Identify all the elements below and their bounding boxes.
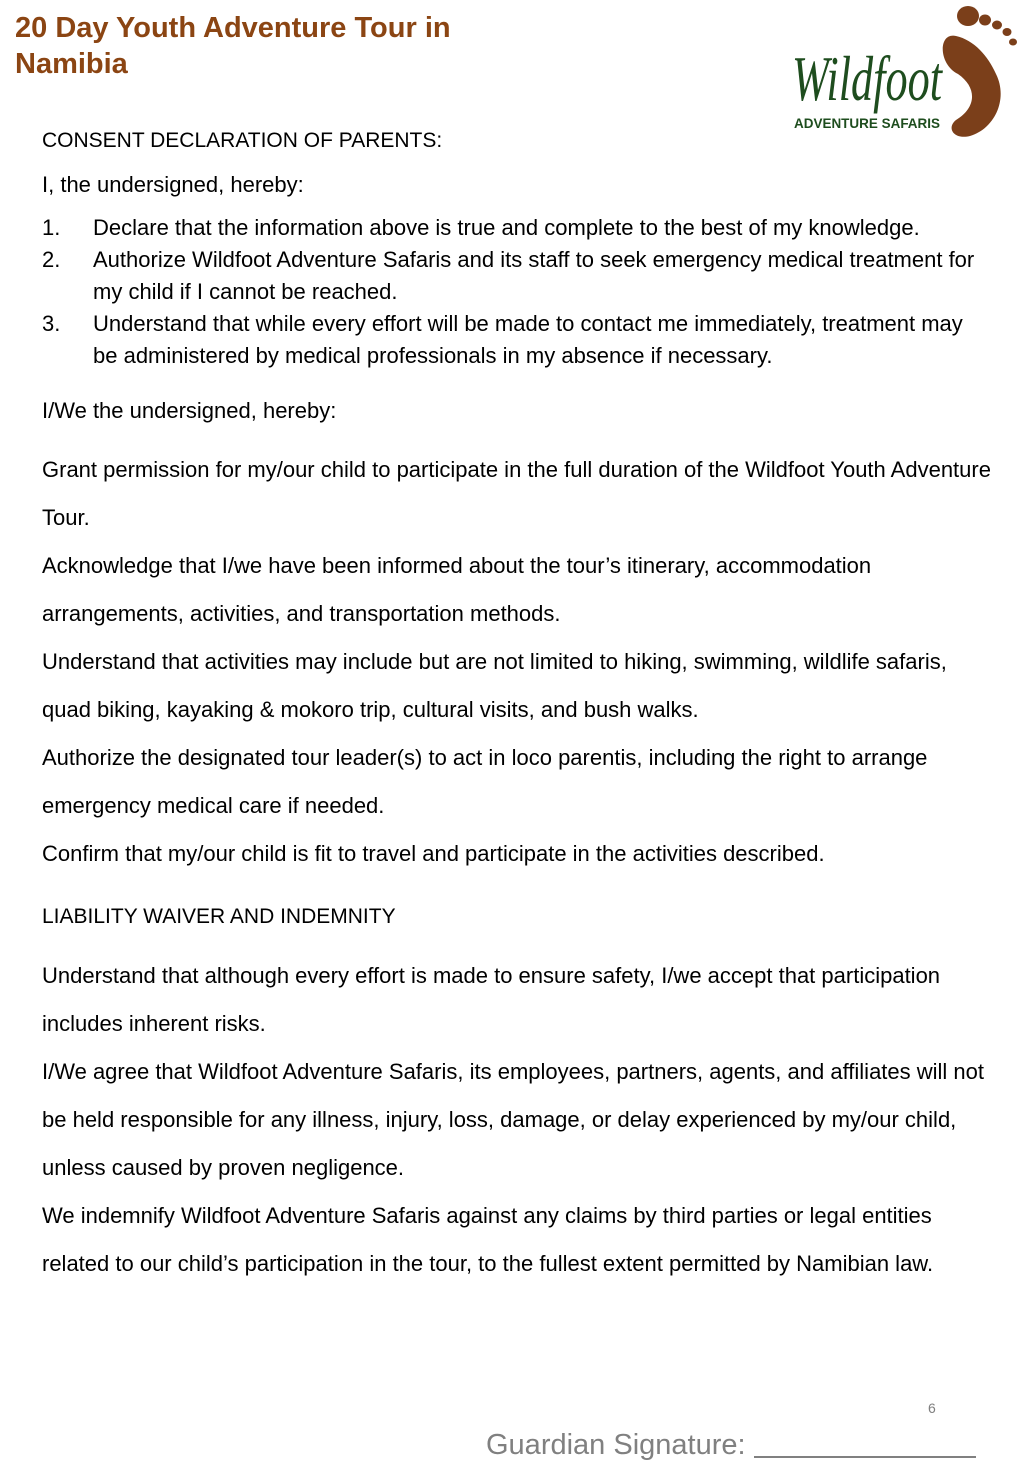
- consent-intro-2: I/We the undersigned, hereby:: [42, 398, 337, 423]
- document-body: [42, 126, 992, 1288]
- declaration-list: [42, 212, 992, 372]
- declaration-item: [42, 212, 992, 244]
- logo-wordmark: Wildfoot: [792, 43, 944, 114]
- declaration-text: Declare that the information above is true and complete to the best of my knowledge.: [93, 215, 920, 240]
- permission-item: Grant permission for my/our child to participate in the full duration of the Wildfoot Youth Adventure Tour.: [42, 457, 991, 530]
- permission-item: Understand that activities may include but are not limited to hiking, swimming, wildlife safaris, quad biking, kayaking & mokoro trip, cultural visits, and bush walks.: [42, 649, 947, 722]
- liability-paragraph: I/We agree that Wildfoot Adventure Safaris, its employees, partners, agents, and affiliates will not be held responsible for any illness, injury, loss, damage, or delay experienced by my/our child, unless caused by proven negligence.: [42, 1059, 985, 1180]
- consent-heading: CONSENT DECLARATION OF PARENTS:: [42, 129, 443, 152]
- declaration-item: [42, 244, 992, 308]
- document-title: 20 Day Youth Adventure Tour in Namibia: [15, 12, 451, 80]
- permission-item: Authorize the designated tour leader(s) to act in loco parentis, including the right to arrange emergency medical care if needed.: [42, 745, 928, 818]
- signature-line[interactable]: [754, 1426, 976, 1458]
- footprint-icon: [943, 6, 1017, 137]
- liability-paragraphs: [42, 952, 992, 1288]
- consent-intro: I, the undersigned, hereby:: [42, 172, 304, 197]
- signature-label: Guardian Signature:: [486, 1429, 746, 1461]
- declaration-text: Understand that while every effort will be made to contact me immediately, treatment may be administered by medical professionals in my absence if necessary.: [93, 311, 963, 368]
- guardian-signature: [486, 1426, 976, 1462]
- liability-heading: LIABILITY WAIVER AND INDEMNITY: [42, 905, 396, 928]
- permissions-list: [42, 446, 992, 878]
- permission-item: Acknowledge that I/we have been informed about the tour’s itinerary, accommodation arrangements, activities, and transportation methods.: [42, 553, 872, 626]
- declaration-number: 2.: [42, 247, 61, 272]
- permission-item: Confirm that my/our child is fit to travel and participate in the activities described.: [42, 841, 825, 866]
- declaration-item: [42, 308, 992, 372]
- declaration-text: Authorize Wildfoot Adventure Safaris and its staff to seek emergency medical treatment for my child if I cannot be reached.: [93, 247, 975, 304]
- wildfoot-logo: [788, 2, 1018, 140]
- logo-tagline: ADVENTURE SAFARIS: [794, 115, 940, 131]
- page-number: 6: [928, 1400, 936, 1416]
- liability-paragraph: Understand that although every effort is made to ensure safety, I/we accept that participation includes inherent risks.: [42, 963, 941, 1036]
- declaration-number: 1.: [42, 215, 61, 240]
- liability-paragraph: We indemnify Wildfoot Adventure Safaris against any claims by third parties or legal entities related to our child’s participation in the tour, to the fullest extent permitted by Namibian law.: [42, 1203, 934, 1276]
- declaration-number: 3.: [42, 311, 61, 336]
